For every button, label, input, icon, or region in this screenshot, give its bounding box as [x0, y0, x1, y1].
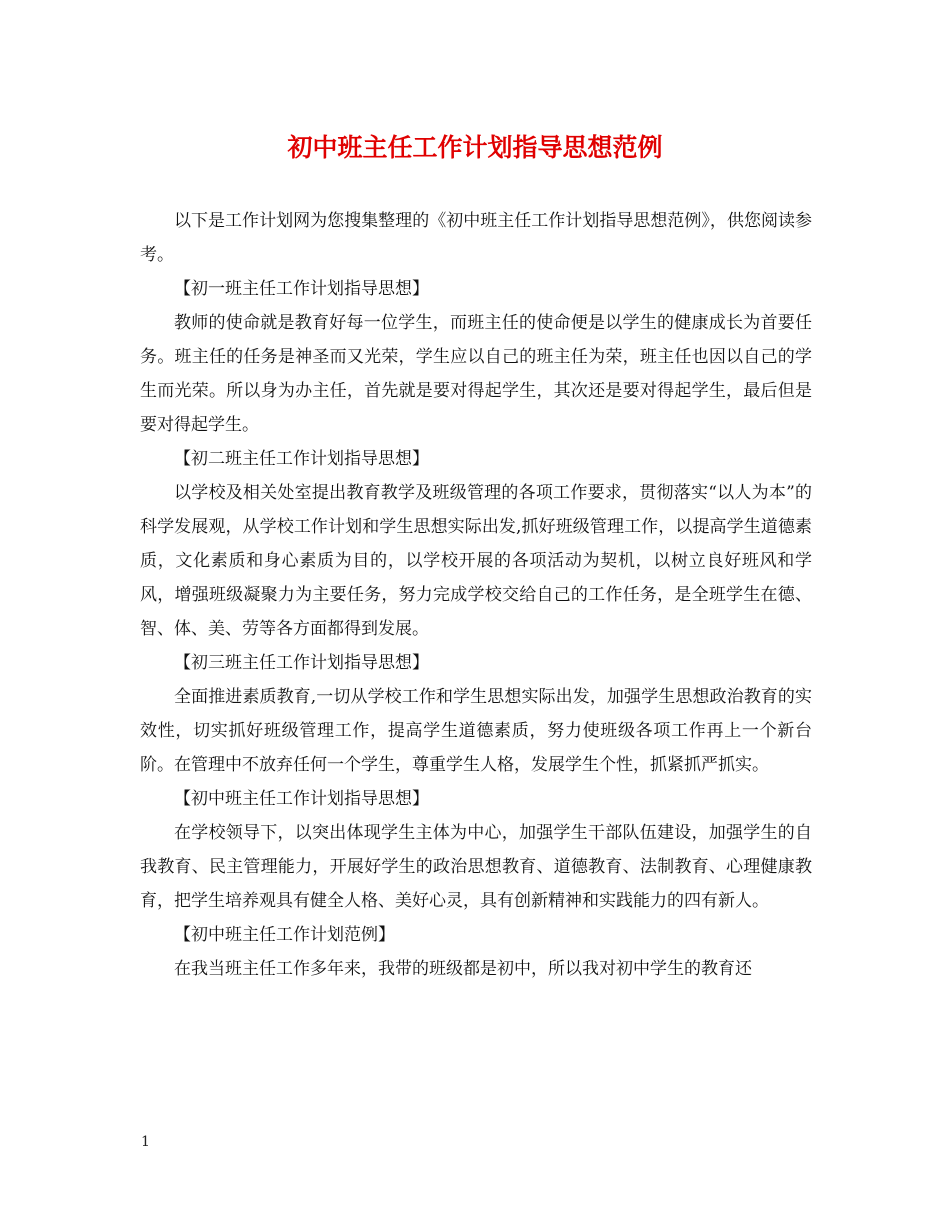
paragraph-junior-high: 在学校领导下，以突出体现学生主体为中心，加强学生干部队伍建设，加强学生的自我教育、民主管理能力，开展好学生的政治思想教育、道德教育、法制教育、心理健康教育，把学生培养观具有健全人格、美好心灵，具有创新精神和实践能力的四有新人。	[140, 823, 812, 911]
paragraph-example: 在我当班主任工作多年来，我带的班级都是初中，所以我对初中学生的教育还	[174, 959, 752, 979]
page-number: 1	[141, 1134, 150, 1150]
paragraph-grade-one: 教师的使命就是教育好每一位学生，而班主任的使命便是以学生的健康成长为首要任务。班主任的任务是神圣而又光荣，学生应以自己的班主任为荣，班主任也因以自己的学生而光荣。所以身为办主任，首先就是要对得起学生，其次还是要对得起学生，最后但是要对得起学生。	[140, 313, 812, 435]
section-heading-grade-one: 【初一班主任工作计划指导思想】	[174, 279, 429, 299]
section-heading-junior-high: 【初中班主任工作计划指导思想】	[174, 789, 429, 809]
section-heading-grade-two: 【初二班主任工作计划指导思想】	[174, 449, 429, 469]
intro-paragraph: 以下是工作计划网为您搜集整理的《初中班主任工作计划指导思想范例》，供您阅读参考。	[140, 211, 812, 265]
paragraph-grade-three: 全面推进素质教育,一切从学校工作和学生思想实际出发，加强学生思想政治教育的实效性，切实抓好班级管理工作，提高学生道德素质，努力使班级各项工作再上一个新台阶。在管理中不放弃任何一个学生，尊重学生人格，发展学生个性，抓紧抓严抓实。	[140, 687, 812, 775]
paragraph-grade-two: 以学校及相关处室提出教育教学及班级管理的各项工作要求，贯彻落实“以人为本”的科学发展观，从学校工作计划和学生思想实际出发,抓好班级管理工作，以提高学生道德素质，文化素质和身心素质为目的，以学校开展的各项活动为契机，以树立良好班风和学风，增强班级凝聚力为主要任务，努力完成学校交给自己的工作任务，是全班学生在德、智、体、美、劳等各方面都得到发展。	[140, 483, 812, 639]
section-heading-example: 【初中班主任工作计划范例】	[174, 925, 395, 945]
document-body	[140, 204, 812, 986]
document-title: 初中班主任工作计划指导思想范例	[287, 133, 663, 162]
section-heading-grade-three: 【初三班主任工作计划指导思想】	[174, 653, 429, 673]
